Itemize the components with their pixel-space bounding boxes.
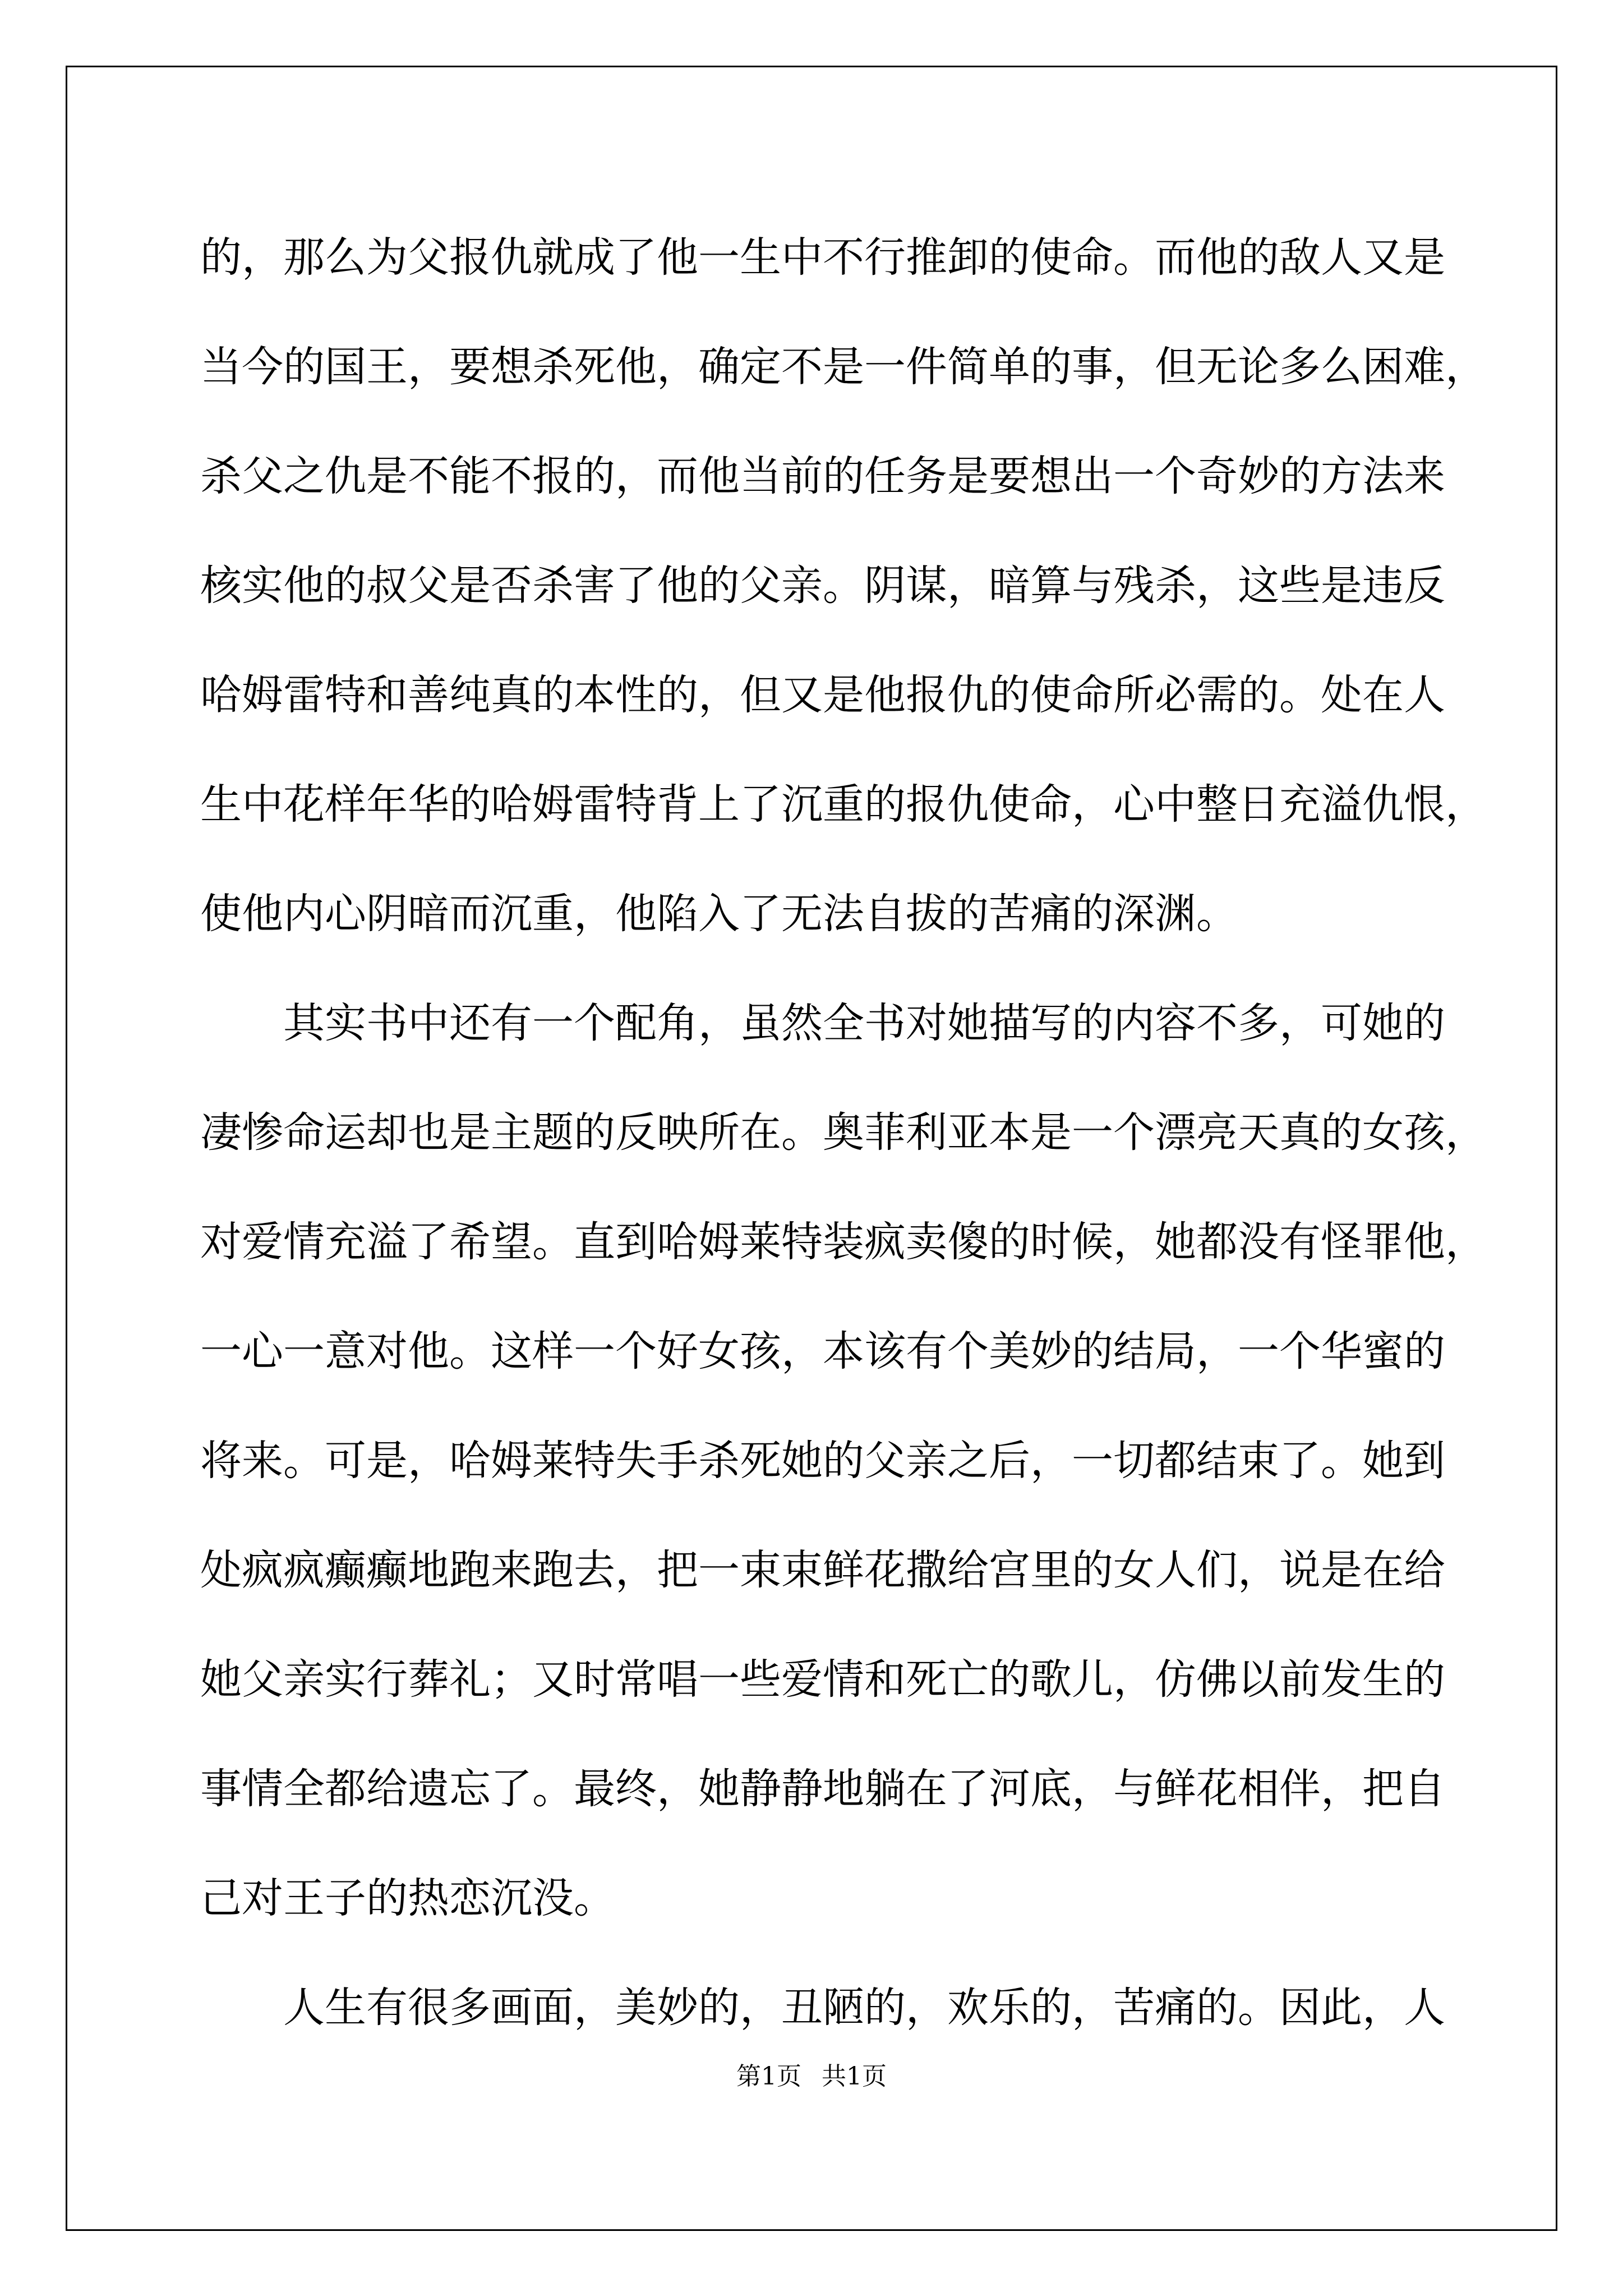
- text-line: 当今的国王，要想杀死他，确定不是一件简单的事，但无论多么困难，: [200, 343, 1487, 391]
- text-line: 核实他的叔父是否杀害了他的父亲。阴谋，暗算与残杀，这些是违反: [200, 562, 1445, 610]
- text-line: 哈姆雷特和善纯真的本性的，但又是他报仇的使命所必需的。处在人: [200, 671, 1445, 719]
- text-line: 对爱情充溢了希望。直到哈姆莱特装疯卖傻的时候，她都没有怪罪他，: [200, 1218, 1487, 1266]
- text-line: 事情全都给遗忘了。最终，她静静地躺在了河底，与鲜花相伴，把自: [200, 1765, 1445, 1813]
- text-line: 一心一意对他。这样一个好女孩，本该有个美妙的结局，一个华蜜的: [200, 1327, 1445, 1375]
- page-number-current: 第1页: [736, 2062, 801, 2091]
- text-line: 将来。可是，哈姆莱特失手杀死她的父亲之后，一切都结束了。她到: [200, 1437, 1445, 1485]
- text-line: 凄惨命运却也是主题的反映所在。奥菲利亚本是一个漂亮天真的女孩，: [200, 1108, 1487, 1157]
- text-line: 使他内心阴暗而沉重，他陷入了无法自拔的苦痛的深渊。: [200, 890, 1238, 938]
- text-line: 生中花样年华的哈姆雷特背上了沉重的报仇使命，心中整日充溢仇恨，: [200, 780, 1487, 829]
- document-body: [200, 203, 1487, 2063]
- text-line: 她父亲实行葬礼；又时常唱一些爱情和死亡的歌儿，仿佛以前发生的: [200, 1655, 1445, 1704]
- text-line: 己对王子的热恋沉没。: [200, 1874, 615, 1922]
- text-line: 其实书中还有一个配角，虽然全书对她描写的内容不多，可她的: [283, 999, 1445, 1047]
- text-line: 处疯疯癫癫地跑来跑去，把一束束鲜花撒给宫里的女人们，说是在给: [200, 1546, 1445, 1594]
- text-line: 人生有很多画面，美妙的，丑陋的，欢乐的，苦痛的。因此，人: [283, 1984, 1445, 2032]
- page-footer: [0, 2060, 1623, 2093]
- text-line: 的，那么为父报仇就成了他一生中不行推卸的使命。而他的敌人又是: [200, 233, 1445, 282]
- text-line: 杀父之仇是不能不报的，而他当前的任务是要想出一个奇妙的方法来: [200, 452, 1445, 500]
- page-number-total: 共1页: [822, 2062, 887, 2091]
